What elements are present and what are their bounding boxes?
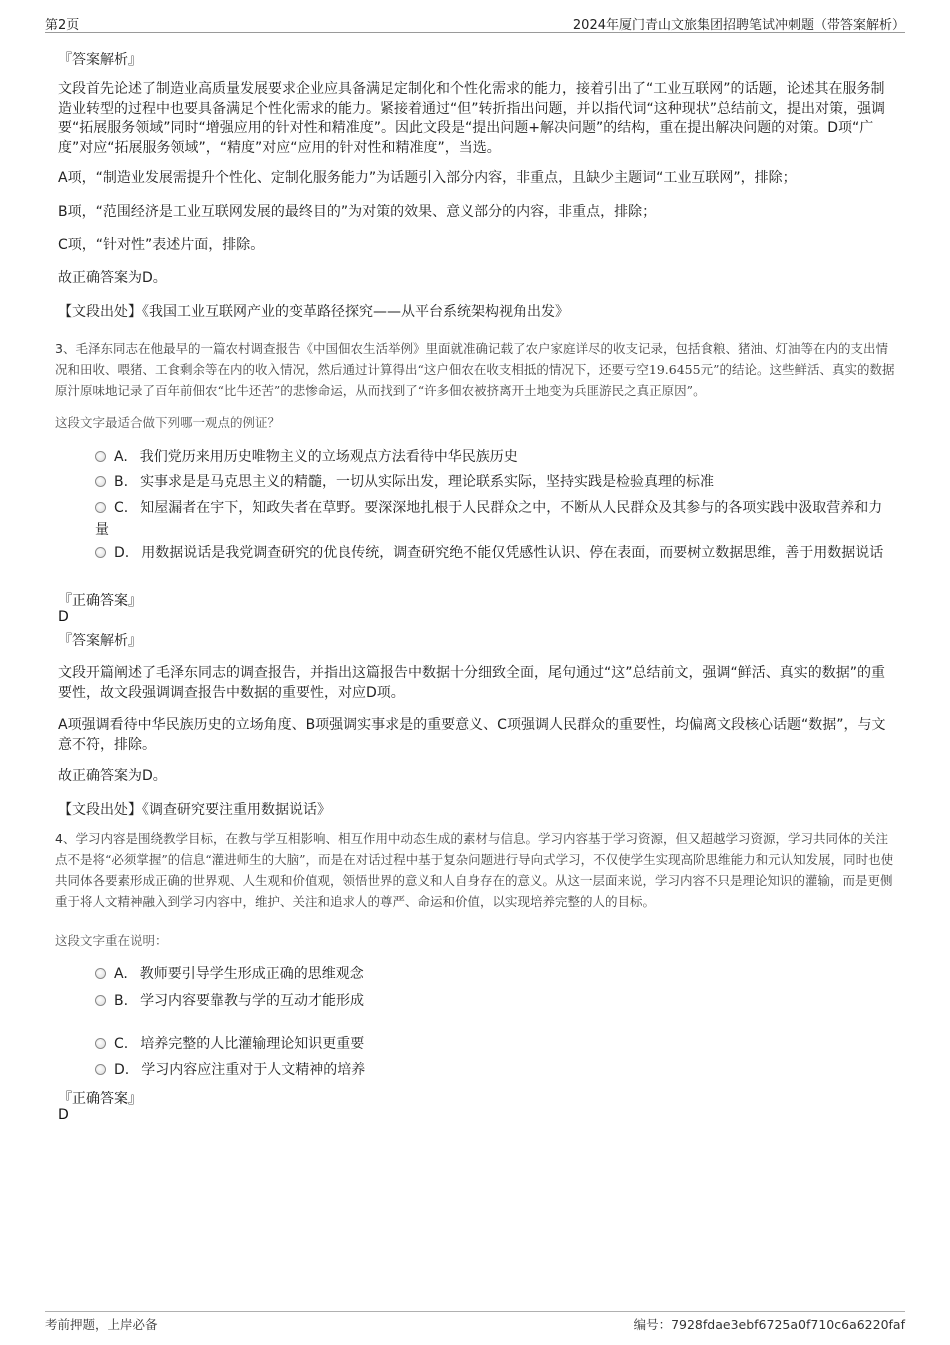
radio-button-icon[interactable] [95, 968, 106, 979]
conclusion: 故正确答案为D。 [58, 270, 167, 286]
document-serial: 编号：7928fdae3ebf6725a0f710c6a6220faf [633, 1317, 905, 1332]
page-footer [45, 1311, 905, 1332]
conclusion: 故正确答案为D。 [58, 768, 167, 784]
question-3-prompt: 这段文字最适合做下列哪一观点的例证？ [55, 415, 281, 430]
page-header [45, 14, 905, 33]
question-4-option-b[interactable]: B. 学习内容要靠教与学的互动才能形成 [95, 990, 890, 1012]
question-4-option-d[interactable]: D. 学习内容应注重对于人文精神的培养 [95, 1059, 890, 1081]
source-citation: 【文段出处】《我国工业互联网产业的变革路径探究——从平台系统架构视角出发》 [58, 304, 569, 320]
option-b-note: B项，“范围经济是工业互联网发展的最终目的”为对策的效果、意义部分的内容，非重点，排除； [58, 204, 657, 220]
radio-button-icon[interactable] [95, 451, 106, 462]
question-number: 4 [55, 831, 63, 846]
analysis-text: 文段首先论述了制造业高质量发展要求企业应具备满足定制化和个性化需求的能力，接着引出了“工业互联网”的话题，论述其在服务制造业转型的过程中也要具备满足个性化需求的能力。紧接着通过“但”转折指出问题，并以指代词“这种现状”总结前文，提出对策，强调要“拓展服务领域”同时“增强应用的针对性和精准度”。因此文段是“提出问题+解决问题”的结构，重在提出解决问题的对策。D项“广度”对应“拓展服务领域”，“精度”对应“应用的针对性和精准度”，当选。 [58, 81, 886, 156]
question-4-option-a[interactable]: A. 教师要引导学生形成正确的思维观念 [95, 963, 890, 985]
radio-button-icon[interactable] [95, 1064, 106, 1075]
question-3-stem: 3、毛泽东同志在他最早的一篇农村调查报告《中国佃农生活举例》里面就准确记载了农户家庭详尽的收支记录，包括食粮、猪油、灯油等在内的支出情况和田收、喂猪、工食剩余等在内的收入情况，然后通过计算得出“这户佃农在收支相抵的情况下，还要亏空19.6455元”的结论。这些鲜活、真实的数据原汁原味地记录了百年前佃农“比牛还苦”的悲惨命运，从而找到了“许多佃农被挤离开土地变为兵匪游民之真正原因”。 [55, 341, 895, 398]
option-c-note: C项，“针对性”表述片面，排除。 [58, 237, 265, 253]
question-4-stem: 4、学习内容是围绕教学目标，在教与学互相影响、相互作用中动态生成的素材与信息。学习内容基于学习资源，但又超越学习资源，学习共同体的关注点不是将“必须掌握”的信息“灌进师生的大脑”，而是在对话过程中基于复杂问题进行导向式学习，不仅使学生实现高阶思维能力和元认知发展，同时也使共同体各要素形成正确的世界观、人生观和价值观，领悟世界的意义和人自身存在的意义。从这一层面来说，学习内容不只是理论知识的灌输，而是更侧重于将人文精神融入到学习内容中，维护、关注和追求人的尊严、命运和价值，以实现培养完整的人的目标。 [55, 831, 894, 909]
footer-slogan: 考前押题，上岸必备 [45, 1317, 158, 1332]
radio-button-icon[interactable] [95, 502, 106, 513]
option-a-note: A项，“制造业发展需提升个性化、定制化服务能力”为话题引入部分内容，非重点，且缺少主题词“工业互联网”，排除； [58, 170, 797, 186]
correct-answer-value: D [58, 1107, 69, 1123]
radio-button-icon[interactable] [95, 476, 106, 487]
correct-answer-label: 『正确答案』 [58, 1091, 142, 1107]
analysis-label: 『答案解析』 [58, 52, 142, 68]
source-citation: 【文段出处】《调查研究要注重用数据说话》 [58, 802, 331, 818]
question-4-option-c[interactable]: C. 培养完整的人比灌输理论知识更重要 [95, 1033, 890, 1055]
radio-button-icon[interactable] [95, 995, 106, 1006]
analysis-text: 文段开篇阐述了毛泽东同志的调查报告，并指出这篇报告中数据十分细致全面，尾句通过“这”总结前文，强调“鲜活、真实的数据”的重要性，故文段强调调查报告中数据的重要性，对应D项。 [58, 665, 886, 701]
question-3-option-a[interactable]: A. 我们党历来用历史唯物主义的立场观点方法看待中华民族历史 [95, 446, 890, 468]
radio-button-icon[interactable] [95, 1038, 106, 1049]
document-title: 2024年厦门青山文旅集团招聘笔试冲刺题（带答案解析） [572, 18, 905, 33]
correct-answer-label: 『正确答案』 [58, 593, 142, 609]
analysis-label: 『答案解析』 [58, 633, 142, 649]
page-number: 第2页 [45, 18, 80, 33]
question-3-option-b[interactable]: B. 实事求是是马克思主义的精髓，一切从实际出发，理论联系实际，坚持实践是检验真理的标准 [95, 471, 890, 493]
other-options-note: A项强调看待中华民族历史的立场角度、B项强调实事求是的重要意义、C项强调人民群众的重要性，均偏离文段核心话题“数据”，与文意不符，排除。 [58, 717, 886, 753]
question-4-prompt: 这段文字重在说明： [55, 933, 168, 948]
question-3-option-d[interactable]: D. 用数据说话是我党调查研究的优良传统，调查研究绝不能仅凭感性认识、停在表面，而要树立数据思维，善于用数据说话 [95, 542, 890, 564]
question-3-option-c[interactable]: C. 知屋漏者在宇下，知政失者在草野。要深深地扎根于人民群众之中，不断从人民群众及其参与的各项实践中汲取营养和力量 [95, 500, 883, 538]
question-number: 3 [55, 341, 63, 356]
radio-button-icon[interactable] [95, 547, 106, 558]
correct-answer-value: D [58, 609, 69, 625]
